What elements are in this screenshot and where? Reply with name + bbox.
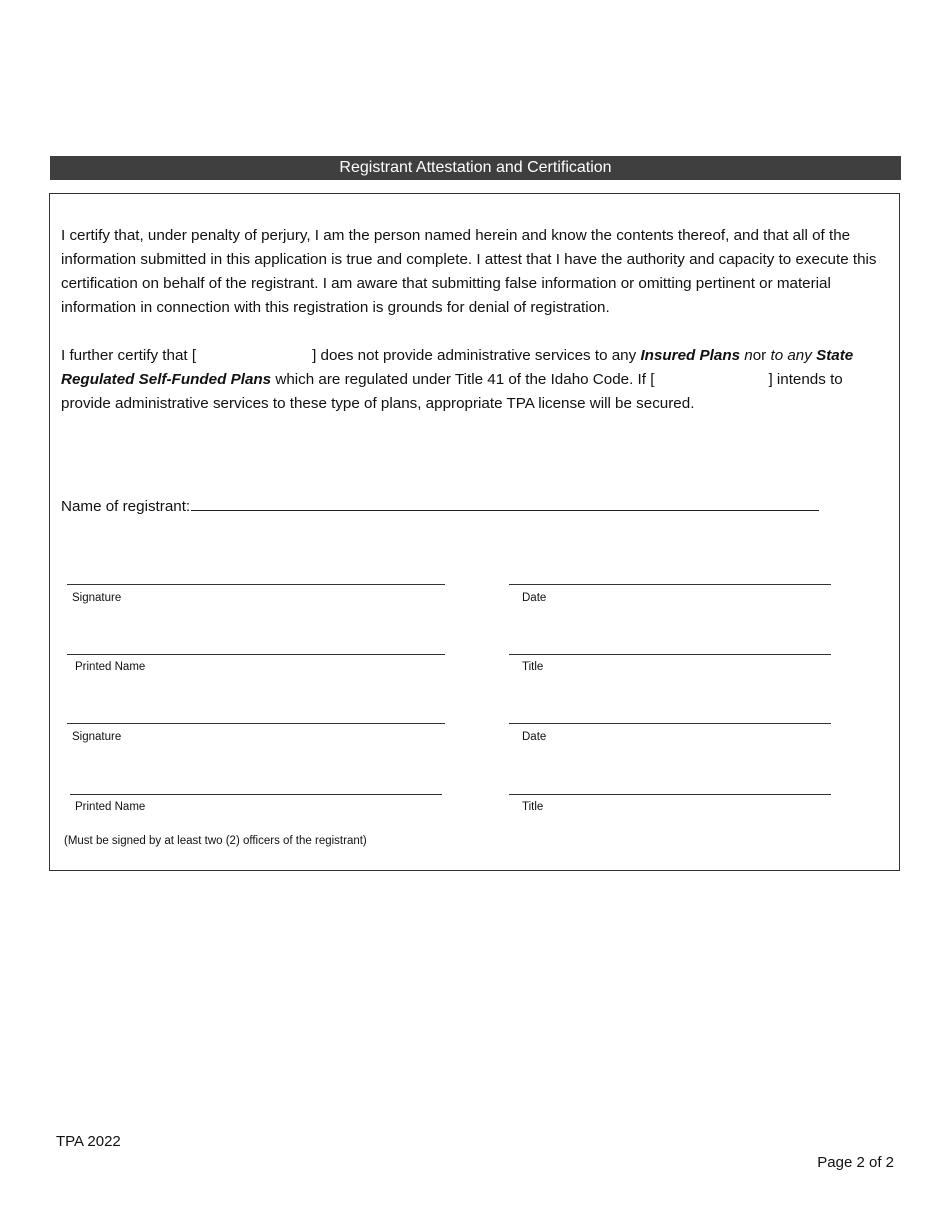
officer-signature-note: (Must be signed by at least two (2) officers of the registrant) — [64, 835, 367, 847]
date-2-label: Date — [522, 731, 547, 743]
printed-name-1-line[interactable] — [67, 654, 445, 655]
signature-2-line[interactable] — [67, 723, 445, 724]
printed-name-2-label: Printed Name — [75, 801, 146, 813]
registrant-name-label: Name of registrant: — [61, 498, 191, 515]
title-1-line[interactable] — [509, 654, 831, 655]
date-2-line[interactable] — [509, 723, 831, 724]
self-funded-plans-term: State Regulated Self-Funded Plans — [61, 347, 854, 388]
section-header — [50, 156, 901, 180]
signature-1-line[interactable] — [67, 584, 445, 585]
printed-name-2-line[interactable] — [70, 794, 442, 795]
registrant-name-field[interactable] — [191, 494, 819, 511]
certification-paragraph: I certify that, under penalty of perjury, I am the person named herein and know the contents thereof, and that all of the information submitted in this application is true and complete. I attest that I have the authority and capacity to execute this certification on behalf of the registrant. I am aware that submitting false information or omitting pertinent or material information in connection with this registration is grounds for denial of registration. — [61, 227, 877, 316]
title-2-line[interactable] — [509, 794, 831, 795]
title-2-label: Title — [522, 801, 544, 813]
date-1-label: Date — [522, 592, 547, 604]
further-certification-paragraph: I further certify that [ ] does not provide administrative services to any Insured Plans nor to any State Regulated Self-Funded Plans which are regulated under Title 41 of the Idaho Code. If [ ] intends to provide administrative services to these type of plans, appropriate TPA license will be secured. — [61, 347, 854, 412]
insured-plans-term: Insured Plans — [640, 347, 741, 364]
page-number: Page 2 of 2 — [817, 1154, 894, 1171]
signature-1-label: Signature — [72, 592, 122, 604]
attestation-form — [49, 193, 900, 871]
title-1-label: Title — [522, 661, 544, 673]
signature-2-label: Signature — [72, 731, 122, 743]
printed-name-1-label: Printed Name — [75, 661, 146, 673]
section-title: Registrant Attestation and Certification — [339, 159, 612, 176]
registrant-name-row — [61, 494, 819, 519]
form-id: TPA 2022 — [56, 1133, 121, 1150]
date-1-line[interactable] — [509, 584, 831, 585]
